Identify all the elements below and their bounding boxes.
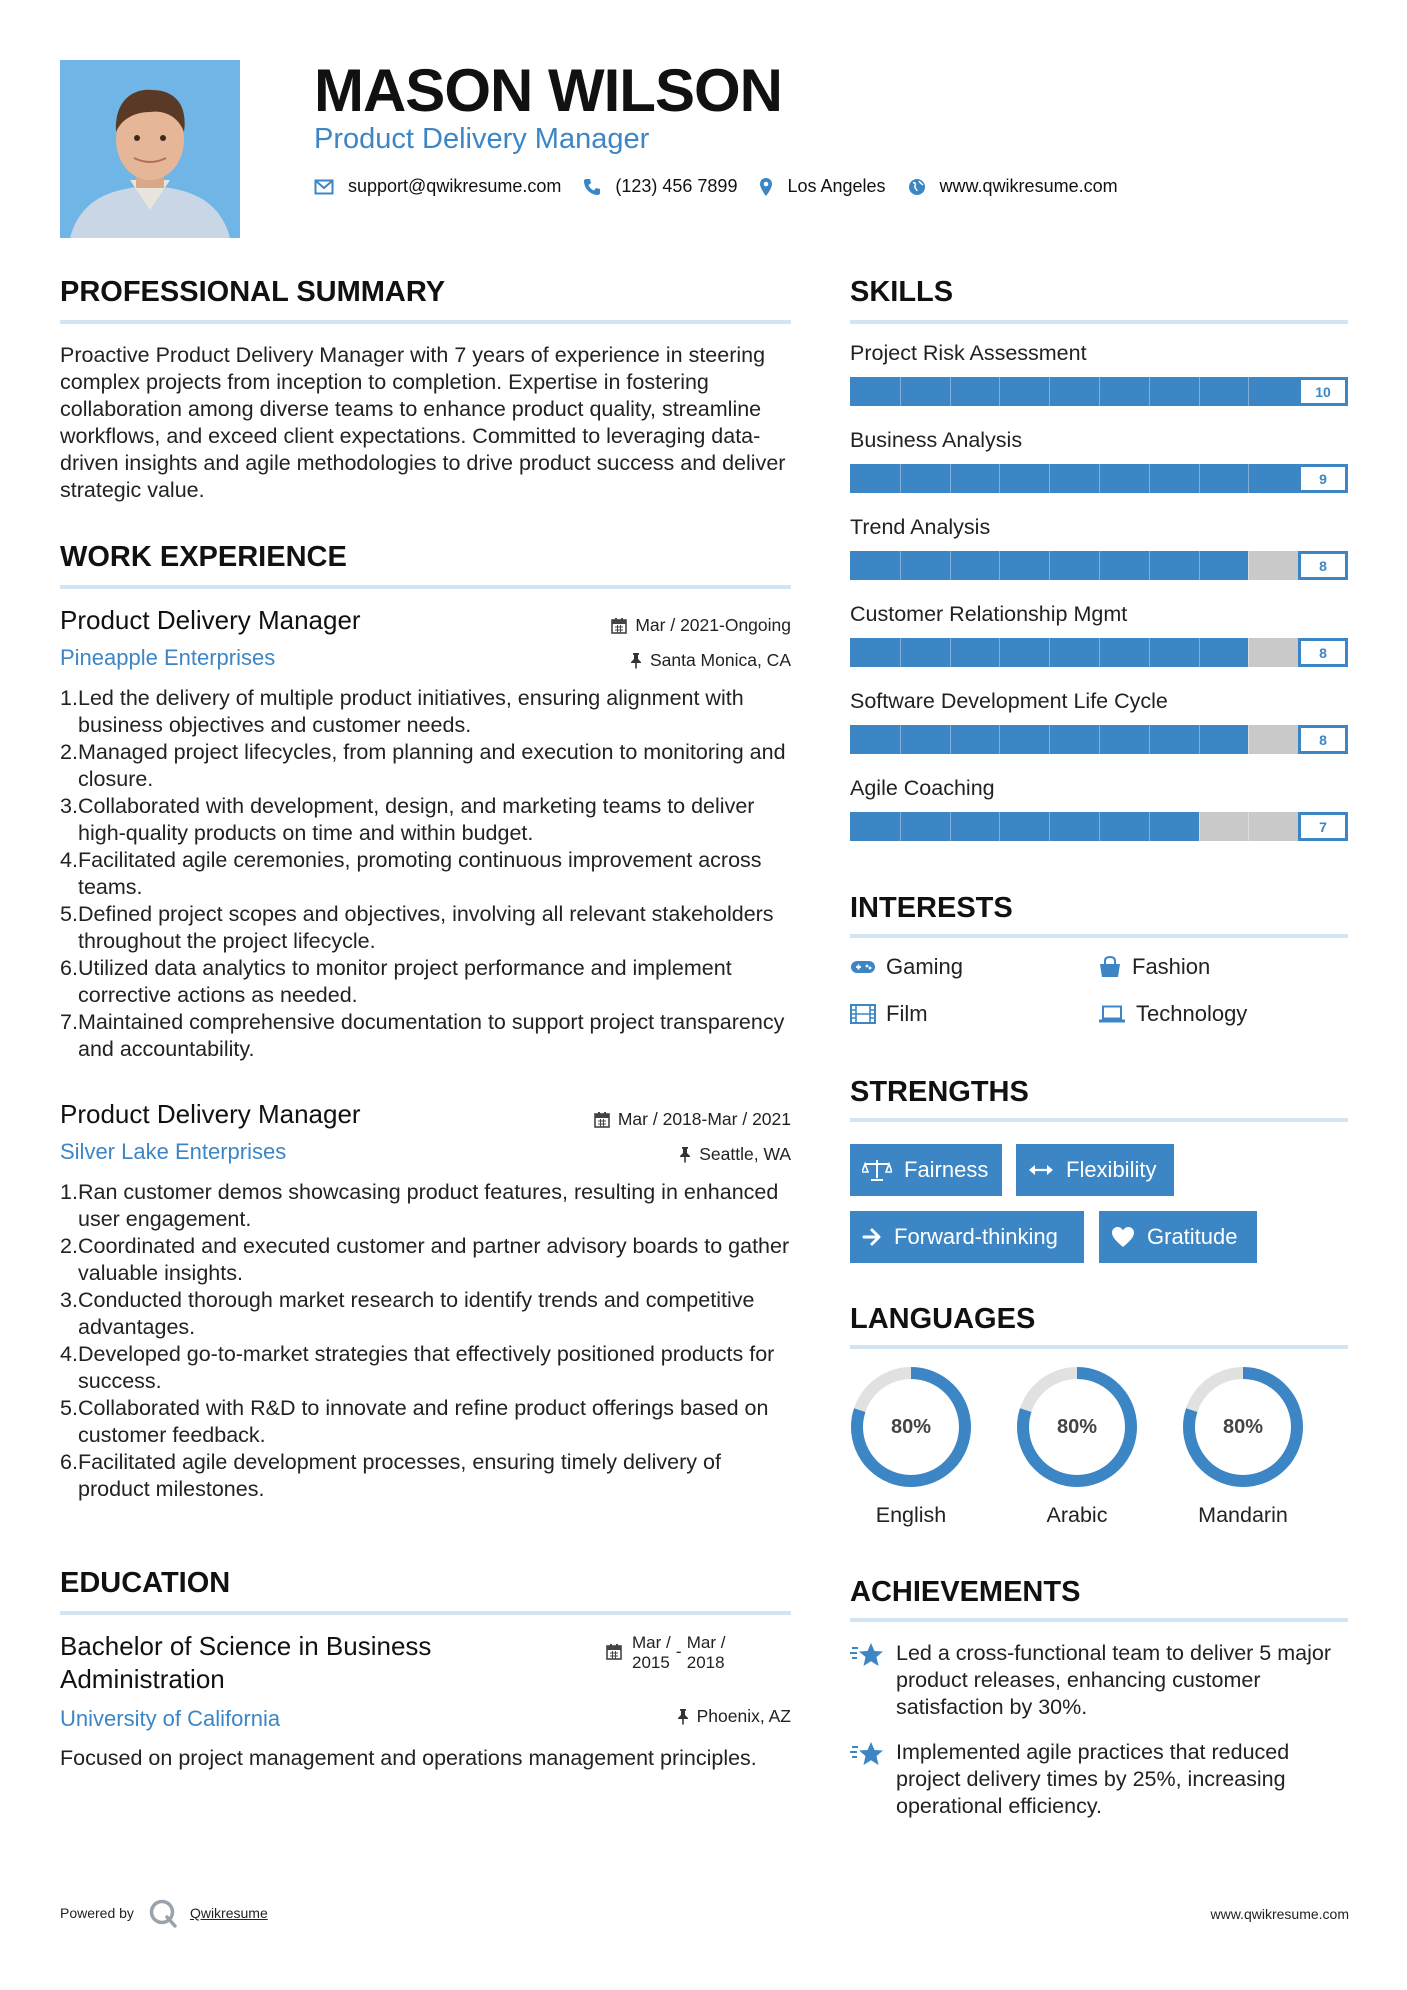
skill-item <box>850 428 1348 493</box>
summary-text: Proactive Product Delivery Manager with 7 years of experience in steering complex projects from inception to completion. Expertise in fostering collaboration among diverse teams to enhance product quality, streamline workflows, and exceed client expectations. Committed to leveraging data-driven insights and agile methodologies to drive product success and deliver strategic value. <box>60 343 786 502</box>
pushpin-icon <box>630 652 642 669</box>
skill-score: 10 <box>1298 377 1348 406</box>
job-location-text: Santa Monica, CA <box>649 650 791 670</box>
profile-photo-illustration <box>60 60 240 238</box>
skill-bar-tick <box>1049 638 1050 667</box>
list-item: 5. Defined project scopes and objectives, involving all relevant stakeholders throughout the project lifecycle. <box>60 902 774 953</box>
school-name: University of California <box>60 1706 281 1731</box>
footer-brand-link[interactable]: Qwikresume <box>189 1905 268 1921</box>
contact-location <box>759 176 885 197</box>
skill-item <box>850 515 1348 580</box>
interest-film: Film <box>850 1001 928 1027</box>
skill-label: Trend Analysis <box>850 515 991 539</box>
contact-phone[interactable] <box>583 176 737 197</box>
shopping-bag-icon <box>1098 956 1122 978</box>
section-heading-strengths: STRENGTHS <box>850 1076 1029 1108</box>
section-heading-interests: INTERESTS <box>850 892 1013 924</box>
job-title: Product Delivery Manager <box>60 1099 361 1129</box>
heart-icon <box>1111 1226 1135 1248</box>
phone-icon <box>583 178 601 196</box>
achievement-item: Implemented agile practices that reduced project delivery times by 25%, increasing operational efficiency. <box>850 1739 1350 1820</box>
job-title: Product Delivery Manager <box>60 605 361 635</box>
skill-bar <box>850 725 1348 754</box>
skill-score: 8 <box>1298 638 1348 667</box>
gamepad-icon <box>850 959 876 975</box>
language-name: Arabic <box>1046 1503 1108 1527</box>
skill-bar-tick <box>900 377 901 406</box>
skill-bar-tick <box>1099 812 1100 841</box>
contact-bar <box>314 176 1140 197</box>
section-heading-education: EDUCATION <box>60 1567 231 1599</box>
skill-item <box>850 776 1348 841</box>
skill-bar-tick <box>999 638 1000 667</box>
skill-label: Agile Coaching <box>850 776 995 800</box>
skill-bar-tick <box>900 812 901 841</box>
contact-email[interactable] <box>314 176 561 197</box>
section-heading-languages: LANGUAGES <box>850 1303 1036 1335</box>
language-item <box>850 1366 972 1527</box>
list-item: 6. Facilitated agile development processes, ensuring timely delivery of product milestones. <box>60 1450 721 1501</box>
list-item: 1. Led the delivery of multiple product initiatives, ensuring alignment with business objectives and customer needs. <box>60 686 744 737</box>
globe-icon <box>908 178 926 196</box>
skill-label: Business Analysis <box>850 428 1023 452</box>
star-icon <box>850 1741 884 1767</box>
list-item: 1. Ran customer demos showcasing product features, resulting in enhanced user engagement. <box>60 1180 779 1231</box>
website-text: www.qwikresume.com <box>939 176 1118 196</box>
job-company: Silver Lake Enterprises <box>60 1139 287 1164</box>
skill-bar-tick <box>1149 464 1150 493</box>
skill-bar-tick <box>1199 812 1200 841</box>
section-divider <box>60 585 791 589</box>
pushpin-icon <box>677 1708 689 1725</box>
skill-bar <box>850 464 1348 493</box>
skill-bar-tick <box>1099 551 1100 580</box>
skill-bar-tick <box>1248 638 1249 667</box>
skill-score: 9 <box>1298 464 1348 493</box>
skill-item <box>850 602 1348 667</box>
education-location-text: Phoenix, AZ <box>696 1706 791 1726</box>
email-text: support@qwikresume.com <box>348 176 562 196</box>
skill-bar-tick <box>1199 725 1200 754</box>
education-description: Focused on project management and operations management principles. <box>60 1746 757 1770</box>
skill-bar-tick <box>999 812 1000 841</box>
education-location <box>677 1706 791 1727</box>
language-percent: 80% <box>890 1415 932 1438</box>
skill-bar-tick <box>1149 377 1150 406</box>
skill-bar-tick <box>1049 464 1050 493</box>
section-heading-skills: SKILLS <box>850 276 954 308</box>
qwikresume-logo-icon <box>148 1898 178 1928</box>
candidate-name: MASON WILSON <box>314 57 782 124</box>
skill-bar <box>850 812 1348 841</box>
skill-bar-tick <box>1199 464 1200 493</box>
section-divider <box>850 1118 1348 1122</box>
skill-bar-tick <box>950 638 951 667</box>
skill-bar <box>850 638 1348 667</box>
laptop-icon <box>1098 1005 1126 1023</box>
section-heading-achievements: ACHIEVEMENTS <box>850 1576 1081 1608</box>
skill-score: 8 <box>1298 725 1348 754</box>
list-item: 3. Conducted thorough market research to identify trends and competitive advantages. <box>60 1288 755 1339</box>
skill-bar-tick <box>1149 812 1150 841</box>
skill-bar-tick <box>1248 464 1249 493</box>
skill-label: Project Risk Assessment <box>850 341 1087 365</box>
language-item <box>1016 1366 1138 1527</box>
skill-bar-tick <box>900 551 901 580</box>
skill-bar-tick <box>1149 725 1150 754</box>
contact-website[interactable] <box>908 176 1118 197</box>
strength-badge: Fairness <box>850 1144 1002 1196</box>
skill-bar-tick <box>950 725 951 754</box>
interest-fashion: Fashion <box>1098 954 1210 980</box>
calendar-icon <box>606 1643 622 1660</box>
job-entry-2 <box>60 1099 791 1503</box>
skill-bar-tick <box>1199 638 1200 667</box>
strength-badge: Gratitude <box>1099 1211 1257 1263</box>
language-percent: 80% <box>1222 1415 1264 1438</box>
skill-score: 8 <box>1298 551 1348 580</box>
list-item: 4. Developed go-to-market strategies that effectively positioned products for success. <box>60 1342 775 1393</box>
skill-bar-fill <box>850 812 1199 841</box>
degree-title: Bachelor of Science in Business Administration <box>60 1631 432 1694</box>
profile-photo <box>60 60 240 238</box>
job-dates <box>611 615 791 636</box>
section-divider <box>850 934 1348 938</box>
section-divider <box>60 1611 791 1615</box>
skill-bar-tick <box>950 551 951 580</box>
pushpin-icon <box>679 1146 691 1163</box>
section-divider <box>850 1345 1348 1349</box>
job-bullets <box>60 685 791 1063</box>
language-name: Mandarin <box>1198 1503 1288 1527</box>
achievement-item: Led a cross-functional team to deliver 5 major product releases, enhancing customer satisfaction by 30%. <box>850 1640 1350 1721</box>
job-location <box>679 1144 791 1165</box>
arrows-horizontal-icon <box>1028 1163 1054 1177</box>
skill-item <box>850 689 1348 754</box>
strength-badge: Flexibility <box>1016 1144 1174 1196</box>
footer-powered-by: Powered by Qwikresume <box>60 1898 268 1928</box>
job-bullets <box>60 1179 791 1503</box>
list-item: 7. Maintained comprehensive documentation to support project transparency and accountability. <box>60 1010 785 1061</box>
footer-website[interactable]: www.qwikresume.com <box>1210 1906 1349 1922</box>
job-company: Pineapple Enterprises <box>60 645 276 670</box>
list-item: 2. Coordinated and executed customer and partner advisory boards to gather valuable insights. <box>60 1234 790 1285</box>
skill-bar-tick <box>1199 377 1200 406</box>
education-end-date: Mar / 2018 <box>686 1633 726 1672</box>
skill-bar-tick <box>1099 725 1100 754</box>
education-start-date: Mar / 2015 <box>632 1633 671 1672</box>
job-dates-text: Mar / 2018-Mar / 2021 <box>617 1109 791 1129</box>
skill-bar-tick <box>1099 377 1100 406</box>
list-item: 3. Collaborated with development, design, and marketing teams to deliver high-quality products on time and within budget. <box>60 794 755 845</box>
calendar-icon <box>594 1111 610 1128</box>
calendar-icon <box>611 617 627 634</box>
skill-bar-tick <box>1149 551 1150 580</box>
skill-bar-tick <box>1248 551 1249 580</box>
language-name: English <box>875 1503 947 1527</box>
skill-bar-tick <box>1049 812 1050 841</box>
list-item: 6. Utilized data analytics to monitor project performance and implement corrective actions as needed. <box>60 956 732 1007</box>
skill-bar-tick <box>1049 377 1050 406</box>
job-dates-text: Mar / 2021-Ongoing <box>635 615 791 635</box>
section-heading-summary: PROFESSIONAL SUMMARY <box>60 276 446 308</box>
skill-bar-tick <box>1099 638 1100 667</box>
balance-scale-icon <box>862 1158 892 1182</box>
skill-bar-tick <box>999 464 1000 493</box>
language-percent: 80% <box>1056 1415 1098 1438</box>
strength-badge: Forward-thinking <box>850 1211 1084 1263</box>
job-location-text: Seattle, WA <box>699 1144 791 1164</box>
list-item: 2. Managed project lifecycles, from planning and execution to monitoring and closure. <box>60 740 786 791</box>
skill-bar-tick <box>1199 551 1200 580</box>
envelope-icon <box>314 179 334 195</box>
phone-text: (123) 456 7899 <box>615 176 738 196</box>
skill-bar-tick <box>900 464 901 493</box>
interest-gaming: Gaming <box>850 954 963 980</box>
location-text: Los Angeles <box>787 176 886 196</box>
skill-label: Software Development Life Cycle <box>850 689 1168 713</box>
skill-bar-tick <box>999 551 1000 580</box>
list-item: 5. Collaborated with R&D to innovate and refine product offerings based on customer feedback. <box>60 1396 769 1447</box>
skill-bar-tick <box>1149 638 1150 667</box>
section-divider <box>850 320 1348 324</box>
star-icon <box>850 1642 884 1668</box>
map-pin-icon <box>759 177 773 197</box>
section-divider <box>60 320 791 324</box>
skill-bar-tick <box>950 377 951 406</box>
skill-bar-tick <box>999 725 1000 754</box>
job-dates <box>594 1109 791 1130</box>
skill-bar-tick <box>950 464 951 493</box>
skill-bar-tick <box>900 638 901 667</box>
job-entry-1 <box>60 605 791 1063</box>
skill-bar <box>850 377 1348 406</box>
skill-bar-tick <box>900 725 901 754</box>
skill-score: 7 <box>1298 812 1348 841</box>
skill-bar-tick <box>950 812 951 841</box>
list-item: 4. Facilitated agile ceremonies, promoting continuous improvement across teams. <box>60 848 762 899</box>
skill-bar-tick <box>1099 464 1100 493</box>
section-heading-experience: WORK EXPERIENCE <box>60 541 347 573</box>
skill-bar-tick <box>1248 812 1249 841</box>
skill-bar-tick <box>1248 377 1249 406</box>
skill-bar-tick <box>1049 725 1050 754</box>
skill-bar-fill <box>850 464 1298 493</box>
skill-bar-tick <box>1049 551 1050 580</box>
skill-bar-tick <box>1248 725 1249 754</box>
education-dates: Mar / 2015 - Mar / 2018 <box>606 1633 725 1673</box>
skill-item <box>850 341 1348 406</box>
job-location <box>630 650 791 671</box>
skill-bar-tick <box>999 377 1000 406</box>
section-divider <box>850 1618 1348 1622</box>
interest-technology: Technology <box>1098 1001 1247 1027</box>
arrow-right-icon <box>862 1227 882 1247</box>
language-item <box>1182 1366 1304 1527</box>
skill-bar <box>850 551 1348 580</box>
skill-label: Customer Relationship Mgmt <box>850 602 1128 626</box>
film-icon <box>850 1004 876 1024</box>
candidate-title: Product Delivery Manager <box>314 123 650 155</box>
